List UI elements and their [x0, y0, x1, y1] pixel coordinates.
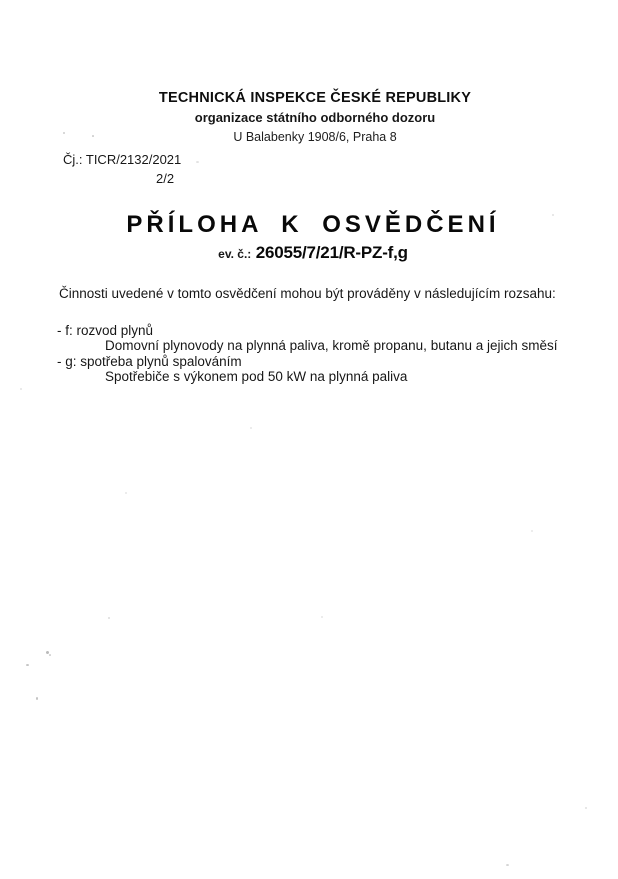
document-header: [6, 90, 618, 144]
scan-speck: [49, 654, 51, 656]
document-body: [59, 286, 569, 385]
scan-speck: [26, 664, 29, 666]
scan-speck: [506, 864, 509, 866]
scan-speck: [552, 214, 554, 216]
document-title: PŘÍLOHA K OSVĚDČENÍ: [126, 211, 500, 238]
scan-speck: [196, 161, 199, 163]
reference-number: Čj.: TICR/2132/2021: [63, 152, 182, 167]
activity-description: Spotřebiče s výkonem pod 50 kW na plynná paliva: [105, 369, 408, 384]
page-indicator: 2/2: [156, 171, 175, 186]
certificate-number-value: 26055/7/21/R-PZ-f,g: [255, 243, 408, 262]
scan-speck: [531, 530, 533, 532]
organization-address: U Balabenky 1908/6, Praha 8: [233, 130, 397, 144]
activity-description: Domovní plynovody na plynná paliva, kromě propanu, butanu a jejich směsí: [105, 338, 558, 353]
scan-speck: [125, 492, 127, 494]
scan-speck: [250, 427, 252, 429]
activity-code: - g: spotřeba plynů spalováním: [57, 353, 242, 369]
activity-code: - f: rozvod plynů: [57, 322, 154, 338]
organization-subtitle: organizace státního odborného dozoru: [194, 110, 436, 125]
certificate-number-label: ev. č.:: [218, 247, 252, 261]
scan-speck: [63, 132, 65, 134]
scan-speck: [20, 388, 22, 390]
scope-intro-text: Činnosti uvedené v tomto osvědčení mohou být prováděny v následujícím rozsahu:: [59, 286, 556, 301]
scan-speck: [321, 616, 323, 618]
scan-speck: [92, 135, 94, 137]
activity-item-g: [59, 354, 569, 385]
scan-speck: [108, 617, 110, 619]
certificate-number-line: [4, 243, 618, 263]
organization-name: TECHNICKÁ INSPEKCE ČESKÉ REPUBLIKY: [158, 90, 472, 106]
scan-speck: [585, 807, 587, 809]
scan-speck: [36, 697, 38, 700]
activity-item-f: [59, 323, 569, 354]
